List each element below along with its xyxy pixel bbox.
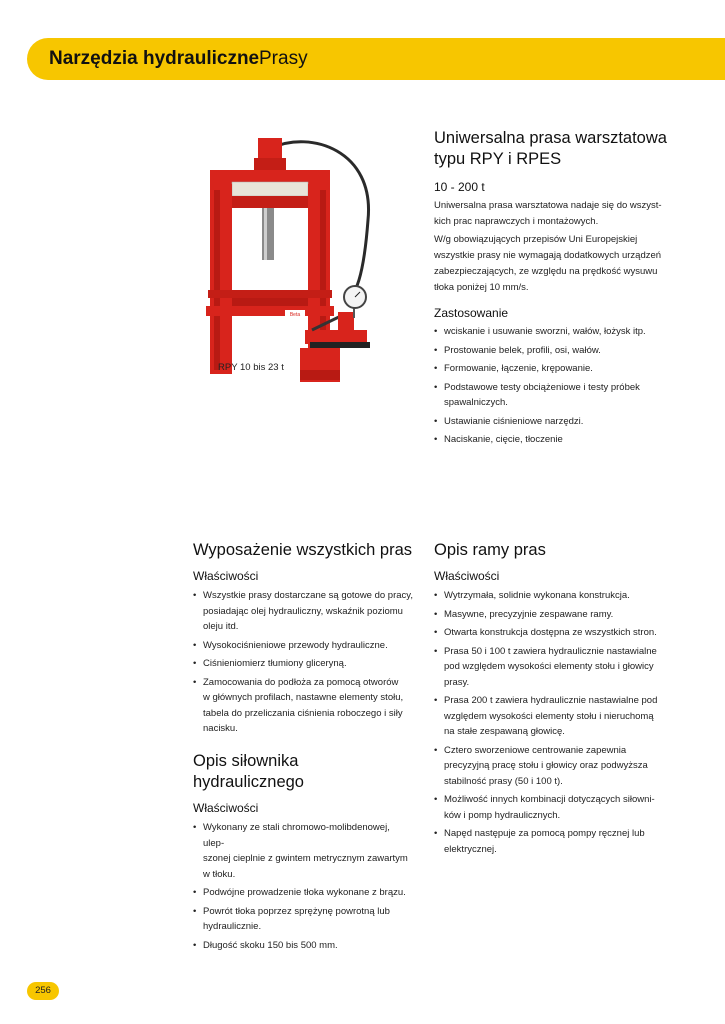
cylinder-subtitle: Właściwości (193, 801, 259, 815)
page-number: 256 (27, 982, 59, 1000)
section-title: Narzędzia hydrauliczne (49, 48, 260, 69)
list-item: • Napęd następuje za pomocą pompy ręcznej lub elektrycznej. (434, 826, 664, 857)
intro-title-line1: Uniwersalna prasa warsztatowa (434, 129, 667, 147)
intro-title-line2: typu RPY i RPES (434, 150, 562, 168)
frame-list (434, 588, 664, 857)
text-line: wszystkie prasy nie wymagają dodatkowych urządzeń (434, 250, 662, 261)
equipment-title: Wyposażenie wszystkich pras (193, 541, 413, 559)
list-item: • Formowanie, łączenie, krępowanie. (434, 361, 674, 377)
applications-list (434, 324, 674, 448)
list-item: • Możliwość innych kombinacji dotyczących siłowni- ków i pomp hydraulicznych. (434, 792, 664, 823)
list-item: • Cztero sworzeniowe centrowanie zapewnia precyzyjną pracę stołu i głowicy oraz podwyższa stabilność prasy (50 i 100 t). (434, 743, 664, 790)
list-item: • Powrót tłoka poprzez sprężynę powrotną lub hydraulicznie. (193, 904, 413, 935)
press-illustration (200, 130, 400, 390)
list-item: • Podstawowe testy obciążeniowe i testy próbek spawalniczych. (434, 380, 674, 411)
brand-logo: Beta (289, 312, 301, 318)
list-item: • Otwarta konstrukcja dostępna ze wszystkich stron. (434, 625, 664, 641)
equipment-section (193, 540, 413, 740)
list-item: • Zamocowania do podłoża za pomocą otworów w głównych profilach, nastawne elementy stołu, tabela do przeliczania ciśnienia roboczego i siły nacisku. (193, 675, 413, 737)
intro-paragraph-2 (434, 232, 674, 296)
equipment-list (193, 588, 413, 737)
list-item: • Prostowanie belek, profili, osi, wałów. (434, 343, 674, 359)
text-line: W/g obowiązujących przepisów Uni Europejskiej (434, 234, 638, 245)
list-item: • Wytrzymała, solidnie wykonana konstrukcja. (434, 588, 664, 604)
list-item: • wciskanie i usuwanie sworzni, wałów, łożysk itp. (434, 324, 674, 340)
text-line: zabezpieczających, ze względu na prędkość wysuwu (434, 266, 658, 277)
intro-range: 10 - 200 t (434, 180, 485, 194)
frame-title: Opis ramy pras (434, 541, 546, 559)
equipment-subtitle: Właściwości (193, 569, 259, 583)
cylinder-title: Opis siłownika hydraulicznego (193, 752, 304, 791)
photo-caption: RPY 10 bis 23 t (218, 362, 284, 373)
text-line: Uniwersalna prasa warsztatowa nadaje się do wszyst- (434, 200, 662, 211)
frame-subtitle: Właściwości (434, 569, 500, 583)
intro-section (434, 128, 674, 451)
text-line: tłoka poniżej 10 mm/s. (434, 282, 529, 293)
applications-title: Zastosowanie (434, 306, 509, 320)
list-item: • Wszystkie prasy dostarczane są gotowe do pracy, posiadając olej hydrauliczny, wskaźnik poziomu oleju itd. (193, 588, 413, 635)
press-photo (200, 130, 400, 390)
list-item: • Wysokociśnieniowe przewody hydrauliczne. (193, 638, 413, 654)
list-item: • Podwójne prowadzenie tłoka wykonane z brązu. (193, 885, 413, 901)
frame-section (434, 540, 664, 860)
cylinder-list (193, 820, 413, 953)
list-item: • Ciśnieniomierz tłumiony gliceryną. (193, 656, 413, 672)
list-item: • Ustawianie ciśnieniowe narzędzi. (434, 414, 674, 430)
list-item: • Wykonany ze stali chromowo-molibdenowej, ulep- szonej cieplnie z gwintem metrycznym zawartym w tłoku. (193, 820, 413, 882)
list-item: • Prasa 50 i 100 t zawiera hydraulicznie nastawialne pod względem wysokości elementy stołu i głowicy prasy. (434, 644, 664, 691)
header-bar (27, 38, 725, 80)
section-subtitle: Prasy (259, 48, 308, 69)
list-item: • Naciskanie, cięcie, tłoczenie (434, 432, 674, 448)
intro-paragraph-1 (434, 198, 674, 230)
list-item: • Prasa 200 t zawiera hydraulicznie nastawialne pod względem wysokości elementy stołu i nieruchomą na stałe zespawaną głowicę. (434, 693, 664, 740)
list-item: • Długość skoku 150 bis 500 mm. (193, 938, 413, 954)
cylinder-section (193, 751, 413, 956)
text-line: kich prac naprawczych i montażowych. (434, 216, 599, 227)
list-item: • Masywne, precyzyjnie zespawane ramy. (434, 607, 664, 623)
